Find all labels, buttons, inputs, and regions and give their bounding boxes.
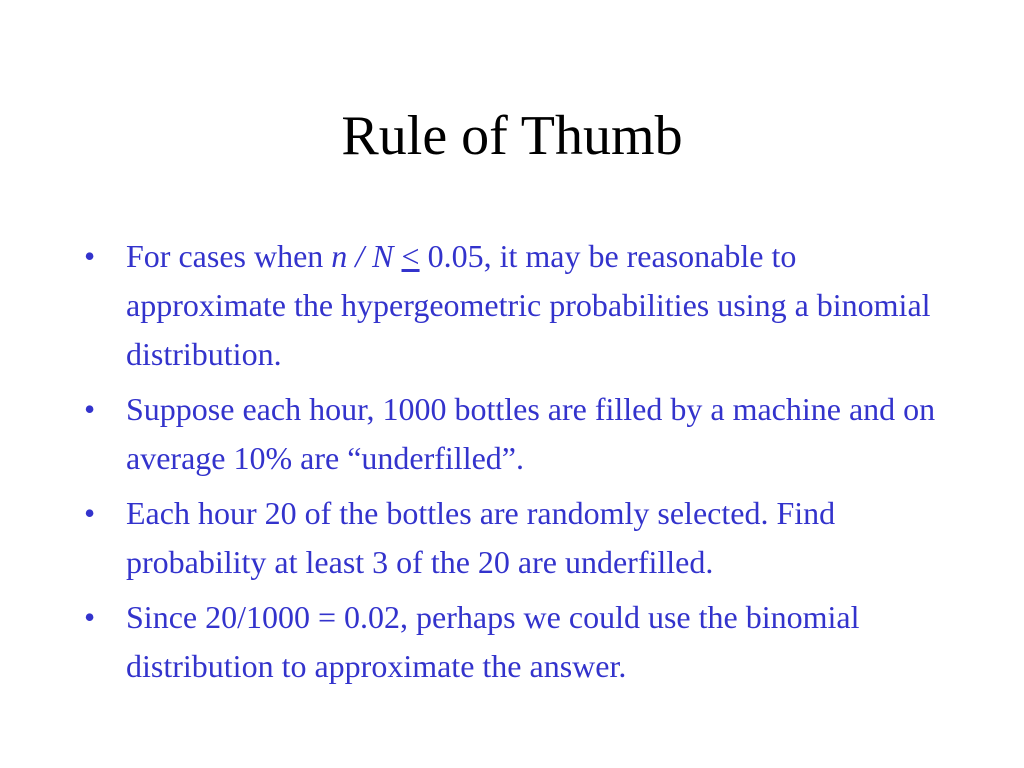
bullet-text: Suppose each hour, 1000 bottles are filled by a machine and on average 10% are “underfilled”. [126, 391, 936, 476]
bullet-item-selection [84, 489, 964, 587]
bullet-icon: • [84, 391, 96, 427]
bullet-icon: • [84, 238, 96, 274]
bullet-text [126, 238, 931, 372]
bullet-list [84, 232, 964, 697]
bullet-text: Since 20/1000 = 0.02, perhaps we could use the binomial distribution to approximate the answer. [126, 599, 860, 684]
bullet-item-approximation [84, 593, 964, 691]
bullet-icon: • [84, 495, 96, 531]
space [394, 238, 402, 274]
bullet-icon: • [84, 599, 96, 635]
bullet-item-bottles [84, 385, 964, 483]
bullet-text: Each hour 20 of the bottles are randomly selected. Find probability at least 3 of the 20 are underfilled. [126, 495, 836, 580]
bullet-text-prefix: For cases when [126, 238, 332, 274]
less-or-equal-symbol: < [401, 238, 420, 274]
variable-N: N [372, 238, 394, 274]
bullet-text-suffix: 0.05, it may be reasonable to approximate the hypergeometric probabilities using a binomial distribution. [126, 238, 931, 372]
slide-title: Rule of Thumb [341, 105, 683, 167]
slash: / [347, 238, 373, 274]
variable-n: n [331, 238, 348, 274]
bullet-item-rule [84, 232, 964, 379]
